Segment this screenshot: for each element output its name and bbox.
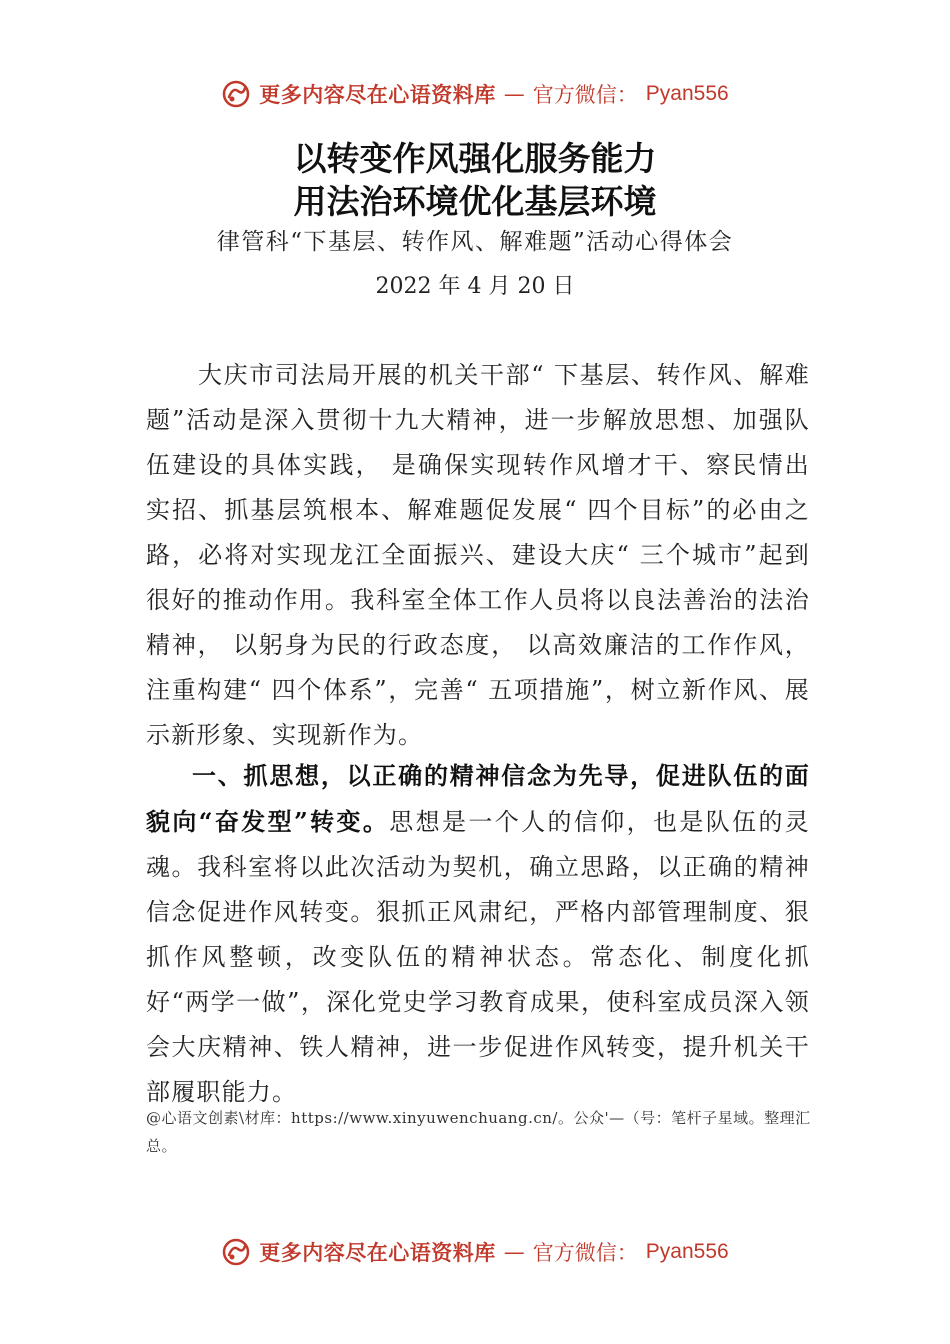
watermark-wechat-label: 官方微信： <box>532 83 638 107</box>
section-one-heading: 一、抓思想，以正确的精神信念为先导，促进队伍的面貌向“奋发型”转变。 <box>146 761 810 836</box>
document-title-line2: 用法治环境优化基层环境 <box>293 182 657 221</box>
watermark-brand: 更多内容尽在心语资料库 <box>259 1241 496 1265</box>
watermark-banner-bottom <box>0 1232 950 1272</box>
watermark-wechat-label: 官方微信： <box>532 1241 638 1265</box>
section-one-text: 思想是一个人的信仰，也是队伍的灵魂。我科室将以此次活动为契机，确立思路，以正确的精神信念促进作风转变。狠抓正风肃纪，严格内部管理制度、狠抓作风整顿，改变队伍的精神状态。常态化、制度化抓好“两学一做”，深化党史学习教育成果，使科室成员深入领会大庆精神、铁人精神，进一步促进作风转变，提升机关干部履职能力。 <box>146 808 811 1106</box>
body-paragraph-section-one <box>146 753 810 1115</box>
seal-logo-icon <box>221 1237 251 1267</box>
document-subtitle: 律管科“下基层、转作风、解难题”活动心得体会 <box>216 229 734 255</box>
source-footnote: @心语文创素\材库：https://www.xinyuwenchuang.cn/。公众'—（号：笔杆子星域。整理汇总。 <box>146 1109 811 1155</box>
body-paragraph-intro: 大庆市司法局开展的机关干部“ 下基层、转作风、解难题”活动是深入贯彻十九大精神，进一步解放思想、加强队伍建设的具体实践， 是确保实现转作风增才干、察民情出实招、抓基层筑根本、解难题促发展“ 四个目标”的必由之路，必将对实现龙江全面振兴、建设大庆“ 三个城市”起到很好的推动作用。我科室全体工作人员将以良法善治的法治精神， 以躬身为民的行政态度， 以高效廉洁的工作作风，注重构建“ 四个体系”，完善“ 五项措施”，树立新作风、展示新形象、实现新作为。 <box>146 361 810 749</box>
watermark-wechat-id: Pyan556 <box>645 82 729 105</box>
watermark-wechat-id: Pyan556 <box>645 1240 729 1263</box>
watermark-brand: 更多内容尽在心语资料库 <box>259 83 496 107</box>
document-title-line1: 以转变作风强化服务能力 <box>293 139 657 178</box>
document-date: 2022 年 4 月 20 日 <box>375 274 575 299</box>
watermark-separator: — <box>503 82 525 106</box>
seal-logo-icon <box>221 79 251 109</box>
watermark-banner-top <box>0 74 950 114</box>
watermark-separator: — <box>503 1240 525 1264</box>
